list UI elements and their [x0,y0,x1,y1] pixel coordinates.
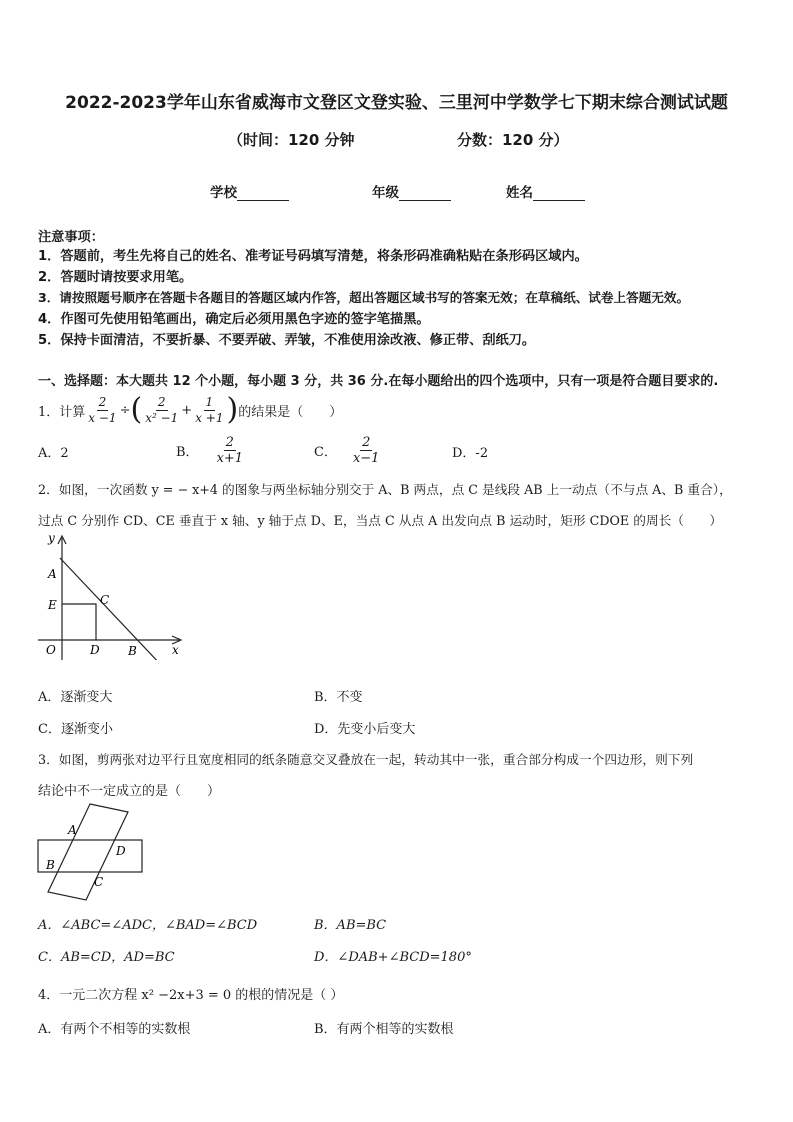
q1-option-a: A．2 [38,446,69,461]
q1-fraction-1 [86,395,118,426]
rectangle-cdoe [62,604,96,640]
question-1-stem [38,393,342,427]
label-b: B [128,644,137,658]
q2-coordinate-figure [32,530,192,660]
numerator: 1 [205,394,214,409]
label-e: E [48,598,57,612]
school-field [210,181,289,201]
denominator: x² −1 [145,410,179,425]
q2-option-a: A．逐渐变大 [38,690,113,705]
q3-option-a: A．∠ABC=∠ADC，∠BAD=∠BCD [38,918,258,933]
school-label: 学校 [210,185,237,201]
q2-option-d: D．先变小后变大 [314,722,416,737]
q3-option-c: C．AB=CD，AD=BC [38,950,175,965]
line-ab [60,558,162,660]
question-2-line-1: 2．如图，一次函数 y = − x+4 的图象与两坐标轴分别交于 A、B 两点，点 C 是线段 AB 上一动点（不与点 A、B 重合）， [38,482,732,497]
notes-heading: 注意事项： [38,230,104,245]
label-o: O [46,643,56,657]
page-title: 2022-2023学年山东省威海市文登区文登实验、三里河中学数学七下期末综合测试试题 [65,93,728,113]
q3-paper-strips-figure [32,802,152,902]
label-x: x [172,643,179,657]
grade-field [372,181,451,201]
note-item: 2．答题时请按要求用笔。 [38,270,193,285]
q2-option-c: C．逐渐变小 [38,722,113,737]
q2-option-b: B．不变 [314,690,363,705]
denominator: x −1 [88,410,117,425]
q1-option-b-fraction [215,435,246,466]
denominator: x−1 [352,450,380,466]
question-4-stem: 4．一元二次方程 x² −2x+3 = 0 的根的情况是（ ） [38,988,344,1003]
q1-fraction-2 [143,395,180,426]
name-blank [533,186,585,201]
right-paren: ) [226,392,239,427]
option-label: C． [314,444,337,460]
q4-option-a: A．有两个不相等的实数根 [38,1022,191,1037]
label-d: D [90,643,100,657]
q3-option-d: D．∠DAB+∠BCD=180° [314,950,472,965]
label-d: D [116,844,126,858]
note-item: 1．答题前，考生先将自己的姓名、准考证号码填写清楚，将条形码准确粘贴在条形码区域内。 [38,249,588,264]
section-heading: 一、选择题：本大题共 12 个小题，每小题 3 分，共 36 分.在每小题给出的四个选项中，只有一项是符合题目要求的. [38,374,719,389]
name-field [506,181,585,201]
q1-prefix: 1．计算 [38,404,86,420]
q1-option-d: D．-2 [452,446,489,461]
denominator: x +1 [195,410,224,425]
question-3-line-1: 3．如图，剪两张对边平行且宽度相同的纸条随意交叉叠放在一起，转动其中一张，重合部分构成一个四边形，则下列 [38,752,694,767]
exam-score: 分数：120 分） [457,131,569,149]
note-item: 5．保持卡面清洁，不要折暴、不要弄破、弄皱，不准使用涂改液、修正带、刮纸刀。 [38,333,536,348]
q3-option-b: B．AB=BC [314,918,387,933]
school-blank [237,186,289,201]
numerator: 2 [157,394,166,409]
name-label: 姓名 [506,185,533,201]
numerator: 2 [225,434,234,450]
note-item: 3．请按照题号顺序在答题卡各题目的答题区域内作答，超出答题区域书写的答案无效；在草稿纸、试卷上答题无效。 [38,290,690,305]
q1-option-b [176,430,246,470]
q4-option-b: B．有两个相等的实数根 [314,1022,454,1037]
grade-label: 年级 [372,185,399,201]
q1-option-c [314,430,382,470]
q1-fraction-3 [193,395,225,426]
plus-sign: + [181,402,193,418]
numerator: 2 [362,434,371,450]
label-b: B [46,858,55,872]
label-y: y [48,531,55,545]
label-c: C [94,875,104,889]
question-2-line-2: 过点 C 分别作 CD、CE 垂直于 x 轴、y 轴于点 D、E，当点 C 从点 A 出发向点 B 运动时，矩形 CDOE 的周长（ ） [38,513,723,528]
question-3-line-2: 结论中不一定成立的是（ ） [38,784,221,799]
denominator: x+1 [216,450,244,466]
label-a: A [68,823,77,837]
label-c: C [100,593,110,607]
grade-blank [399,186,451,201]
exam-time: （时间：120 分钟 [228,131,355,149]
option-label: B． [176,444,199,460]
divide-sign: ÷ [119,402,131,418]
left-paren: ( [130,392,143,427]
q1-option-c-fraction [351,435,382,466]
q1-suffix: 的结果是（ ） [238,404,343,420]
label-a: A [48,567,57,581]
note-item: 4．作图可先使用铅笔画出，确定后必须用黑色字迹的签字笔描黑。 [38,312,430,327]
numerator: 2 [98,394,107,409]
